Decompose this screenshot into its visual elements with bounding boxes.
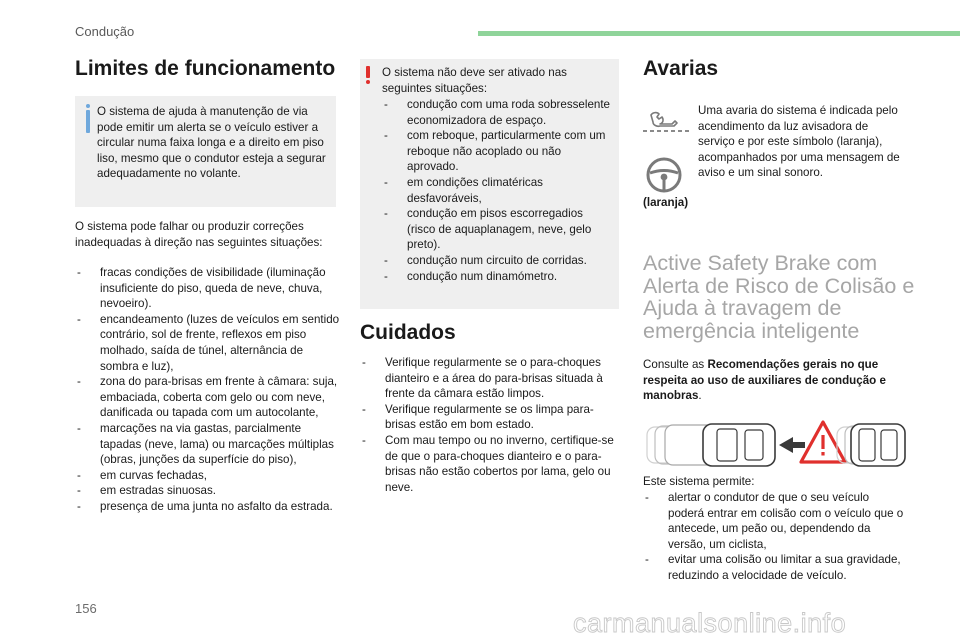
warning-intro: O sistema não deve ser ativado nas seguintes situações: (382, 66, 567, 95)
steering-wheel-warning-icon (645, 156, 683, 194)
consult-prefix: Consulte as (643, 358, 708, 371)
list-item: - condução num circuito de corridas. (382, 253, 614, 269)
limits-list (75, 265, 341, 515)
list-item: - condução num dinamómetro. (382, 269, 614, 285)
collision-illustration (645, 419, 907, 471)
list-item: - evitar uma colisão ou limitar a sua gravidade, reduzindo a velocidade de veículo. (643, 552, 907, 583)
list-item: - em estradas sinuosas. (75, 483, 341, 499)
list-item: - Verifique regularmente se o para-choques dianteiro e a área do para-brisas situada à frente da câmara estão limpos. (360, 355, 622, 402)
asb-heading: Active Safety Brake com Alerta de Risco de Colisão e Ajuda à travagem de emergência inteligente (643, 251, 915, 343)
info-box (75, 96, 336, 207)
faults-text: Uma avaria do sistema é indicada pelo acendimento da luz avisadora de serviço e por este símbolo (laranja), acompanhados por uma mensagem de aviso e um sinal sonoro. (698, 104, 900, 180)
watermark: carmanualsonline.info (573, 608, 847, 638)
consult-suffix: . (698, 389, 702, 403)
faults-heading: Avarias (643, 57, 719, 80)
header-bar (478, 31, 960, 36)
limits-heading: Limites de funcionamento (75, 57, 336, 80)
list-item: - zona do para-brisas em frente à câmara: suja, embaciada, coberta com gelo ou com neve, danificada ou tapada com um autocolante, (75, 374, 341, 421)
icon-caption: (laranja) (643, 196, 689, 209)
care-heading: Cuidados (360, 321, 456, 344)
wrench-warning-icon (641, 111, 691, 135)
list-item: - com reboque, particularmente com um reboque não acoplado ou não aprovado. (382, 128, 614, 175)
list-item: - Verifique regularmente se os limpa para-brisas estão em bom estado. (360, 402, 622, 433)
list-item: - Com mau tempo ou no inverno, certifique-se de que o para-choques dianteiro e o para-brisas não estão cobertos por lama, gelo ou neve. (360, 433, 622, 495)
list-item: - em condições climatéricas desfavoráveis, (382, 175, 614, 206)
list-item: - condução com uma roda sobresselente economizadora de espaço. (382, 97, 614, 128)
system-list (643, 490, 907, 584)
system-intro: Este sistema permite: (643, 475, 755, 488)
list-item: - encandeamento (luzes de veículos em sentido contrário, sol de frente, reflexos em piso molhado, saída de túnel, alternância de sombra e luz), (75, 312, 341, 374)
warning-list (382, 97, 614, 284)
consult-text (643, 357, 905, 404)
list-item: - fracas condições de visibilidade (iluminação insuficiente do piso, queda de neve, chuva, nevoeiro). (75, 265, 341, 312)
warning-icon (366, 66, 370, 84)
section-title: Condução (75, 24, 135, 39)
info-icon (86, 104, 90, 133)
care-list (360, 355, 622, 495)
list-item: - condução em pisos escorregadios (risco de aquaplanagem, neve, gelo preto). (382, 206, 614, 253)
list-item: - em curvas fechadas, (75, 468, 341, 484)
info-box-text: O sistema de ajuda à manutenção de via pode emitir um alerta se o veículo estiver a circular numa faixa longa e a direito em piso liso, mesmo que o condutor esteja a segurar adequadamente no volante. (97, 105, 326, 181)
limits-intro: O sistema pode falhar ou produzir correções inadequadas à direção nas seguintes situações: (75, 220, 323, 249)
list-item: - alertar o condutor de que o seu veículo poderá entrar em colisão com o veículo que o antecede, um peão ou, dependendo da versão, um ciclista, (643, 490, 907, 552)
page-number: 156 (75, 601, 97, 616)
warning-box (360, 59, 619, 309)
list-item: - presença de uma junta no asfalto da estrada. (75, 499, 341, 515)
consult-link: Recomendações gerais no que respeita ao uso de auxiliares de condução e manobras (643, 358, 886, 403)
list-item: - marcações na via gastas, parcialmente tapadas (neve, lama) ou marcações múltiplas (obras, junções da superfície do piso), (75, 421, 341, 468)
